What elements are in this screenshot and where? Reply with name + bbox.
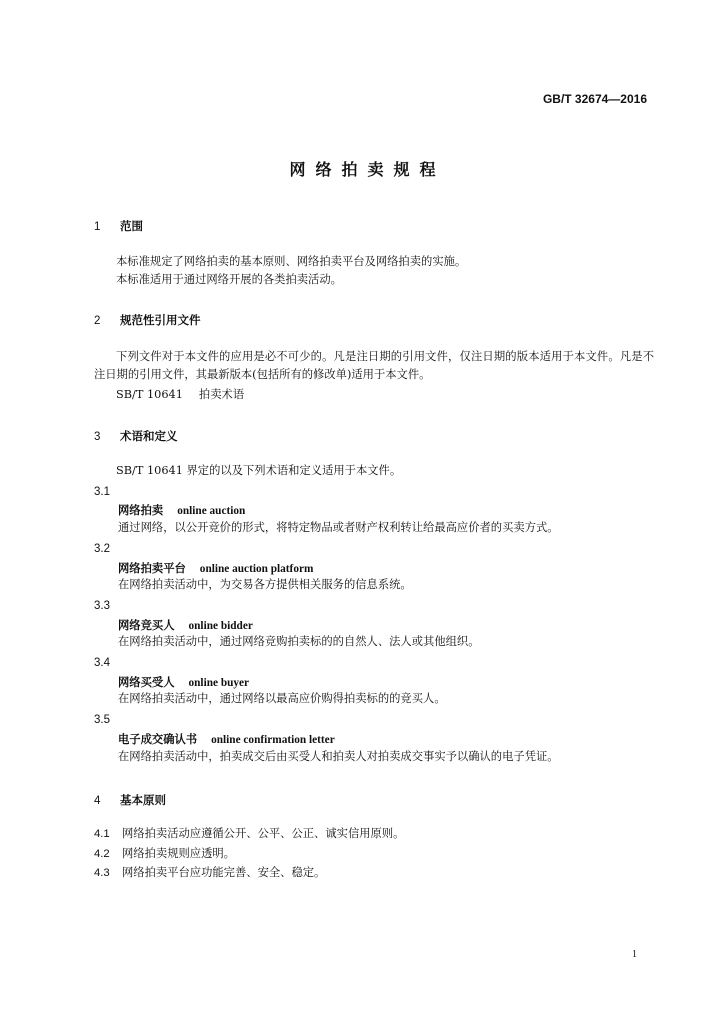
principle-item [94,825,404,843]
item-text: 网络拍卖平台应功能完善、安全、稳定。 [122,866,326,879]
section-title: 规范性引用文件 [120,313,201,327]
term-number: 3.1 [94,486,110,498]
document-title: 网络拍卖规程 [289,160,446,179]
term-heading [118,617,253,633]
section-title: 术语和定义 [120,429,178,443]
item-number: 4.3 [94,867,110,879]
section-2-paragraph: 下列文件对于本文件的应用是必不可少的。凡是注日期的引用文件，仅注日期的版本适用于本文件。凡是不注日期的引用文件，其最新版本(包括所有的修改单)适用于本文件。 [94,350,654,381]
principle-item [94,864,325,882]
section-title: 基本原则 [120,793,166,807]
section-title: 范围 [120,219,143,233]
section-number: 2 [94,315,101,327]
term-number: 3.3 [94,600,110,612]
section-3-heading [94,428,178,444]
term-number: 3.4 [94,657,110,669]
section-1-para-1: 本标准规定了网络拍卖的基本原则、网络拍卖平台及网络拍卖的实施。 [116,255,467,268]
term-zh: 网络拍卖 [118,504,164,517]
term-heading [118,731,335,747]
term-en: online confirmation letter [211,734,335,746]
standard-code: GB/T 32674—2016 [542,92,647,106]
item-text: 网络拍卖活动应遵循公开、公平、公正、诚实信用原则。 [122,827,405,840]
term-zh: 电子成交确认书 [118,733,198,746]
reference-code: SB/T 10641 [116,388,183,401]
term-en: online buyer [188,677,250,689]
term-zh: 网络买受人 [118,676,175,689]
principle-item [94,845,235,863]
term-number: 3.2 [94,543,110,555]
term-en: online auction platform [199,563,314,575]
section-number: 4 [94,795,101,807]
term-heading [118,502,245,518]
section-4-heading [94,792,166,808]
term-heading [118,674,249,690]
term-zh: 网络竞买人 [118,619,175,632]
item-text: 网络拍卖规则应透明。 [122,847,235,860]
normative-reference [116,386,244,404]
term-number: 3.5 [94,714,110,726]
reference-title: 拍卖术语 [198,388,245,401]
section-1-heading [94,218,143,234]
item-number: 4.1 [94,828,110,840]
term-definition: 在网络拍卖活动中，通过网络以最高应价购得拍卖标的的竞买人。 [118,692,446,705]
term-definition: 在网络拍卖活动中，为交易各方提供相关服务的信息系统。 [118,578,412,591]
term-definition: 在网络拍卖活动中，通过网络竞购拍卖标的的自然人、法人或其他组织。 [118,635,480,648]
term-definition: 在网络拍卖活动中，拍卖成交后由买受人和拍卖人对拍卖成交事实予以确认的电子凭证。 [118,750,559,763]
term-heading [118,560,313,576]
section-1-para-2: 本标准适用于通过网络开展的各类拍卖活动。 [116,273,342,286]
page-number: 1 [632,949,637,960]
term-zh: 网络拍卖平台 [118,562,186,575]
section-2-heading [94,312,201,328]
term-en: online bidder [188,620,253,632]
section-number: 1 [94,221,101,233]
term-en: online auction [177,505,246,517]
section-3-intro: SB/T 10641 界定的以及下列术语和定义适用于本文件。 [116,464,402,477]
section-number: 3 [94,431,101,443]
item-number: 4.2 [94,848,110,860]
term-definition: 通过网络，以公开竞价的形式，将特定物品或者财产权利转让给最高应价者的买卖方式。 [118,521,559,534]
